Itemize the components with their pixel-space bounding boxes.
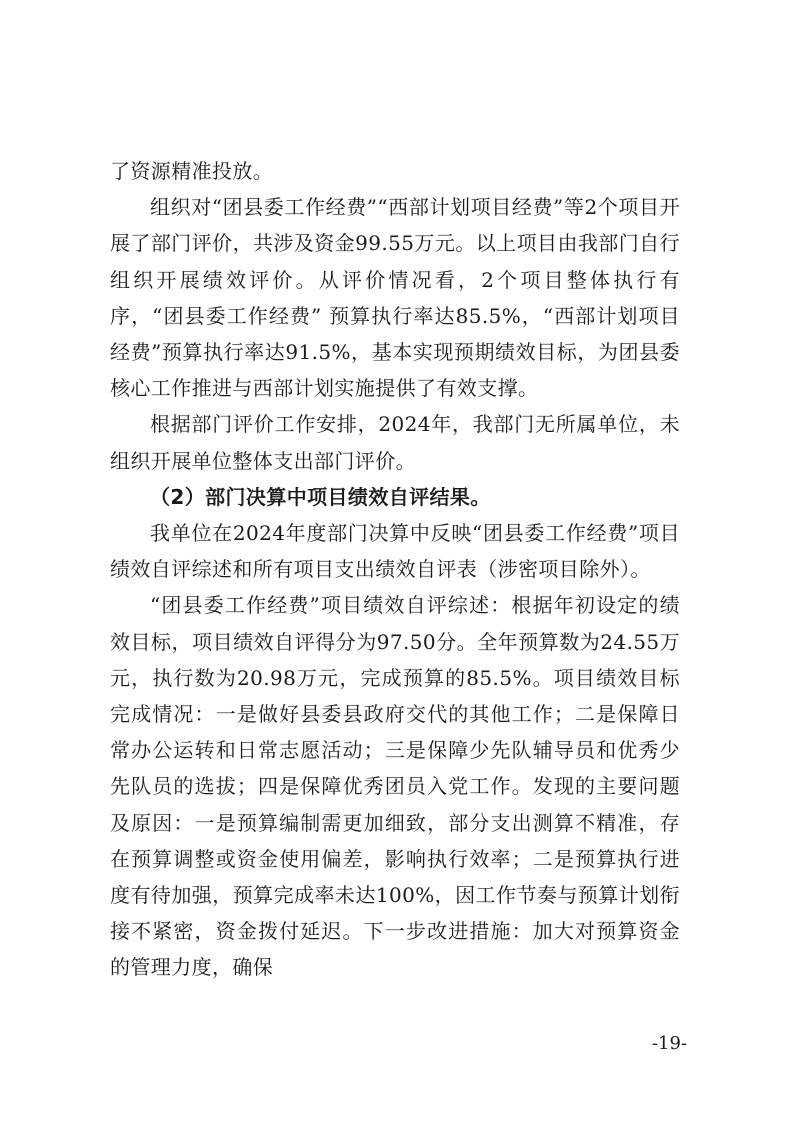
page-number: -19- [651, 1033, 687, 1054]
document-body [110, 153, 680, 986]
paragraph-self-evaluation-scope: 我单位在2024年度部门决算中反映“团县委工作经费”项目绩效自评综述和所有项目支出绩效自评表（涉密项目除外）。 [110, 521, 680, 582]
paragraph-no-subordinate-units: 根据部门评价工作安排，2024年，我部门无所属单位，未组织开展单位整体支出部门评价。 [110, 412, 680, 473]
paragraph-self-evaluation-summary: “团县委工作经费”项目绩效自评综述：根据年初设定的绩效目标，项目绩效自评得分为97.50分。全年预算数为24.55万元，执行数为20.98万元，完成预算的85.5%。项目绩效目标完成情况：一是做好县委县政府交代的其他工作；二是保障日常办公运转和日常志愿活动；三是保障少先队辅导员和优秀少先队员的选拔；四是保障优秀团员入党工作。发现的主要问题及原因：一是预算编制需更加细致，部分支出测算不精准，存在预算调整或资金使用偏差，影响执行效率；二是预算执行进度有待加强，预算完成率未达100%，因工作节奏与预算计划衔接不紧密，资金拨付延迟。下一步改进措施：加大对预算资金的管理力度，确保 [110, 593, 680, 980]
paragraph-continuation: 了资源精准投放。 [110, 159, 274, 183]
paragraph-department-evaluation: 组织对“团县委工作经费”“西部计划项目经费”等2个项目开展了部门评价，共涉及资金99.55万元。以上项目由我部门自行组织开展绩效评价。从评价情况看，2个项目整体执行有序，“团县委工作经费” 预算执行率达85.5%，“西部计划项目经费”预算执行率达91.5%，基本实现预期绩效目标，为团县委核心工作推进与西部计划实施提供了有效支撑。 [110, 195, 680, 401]
section-heading: （2）部门决算中项目绩效自评结果。 [150, 484, 491, 509]
